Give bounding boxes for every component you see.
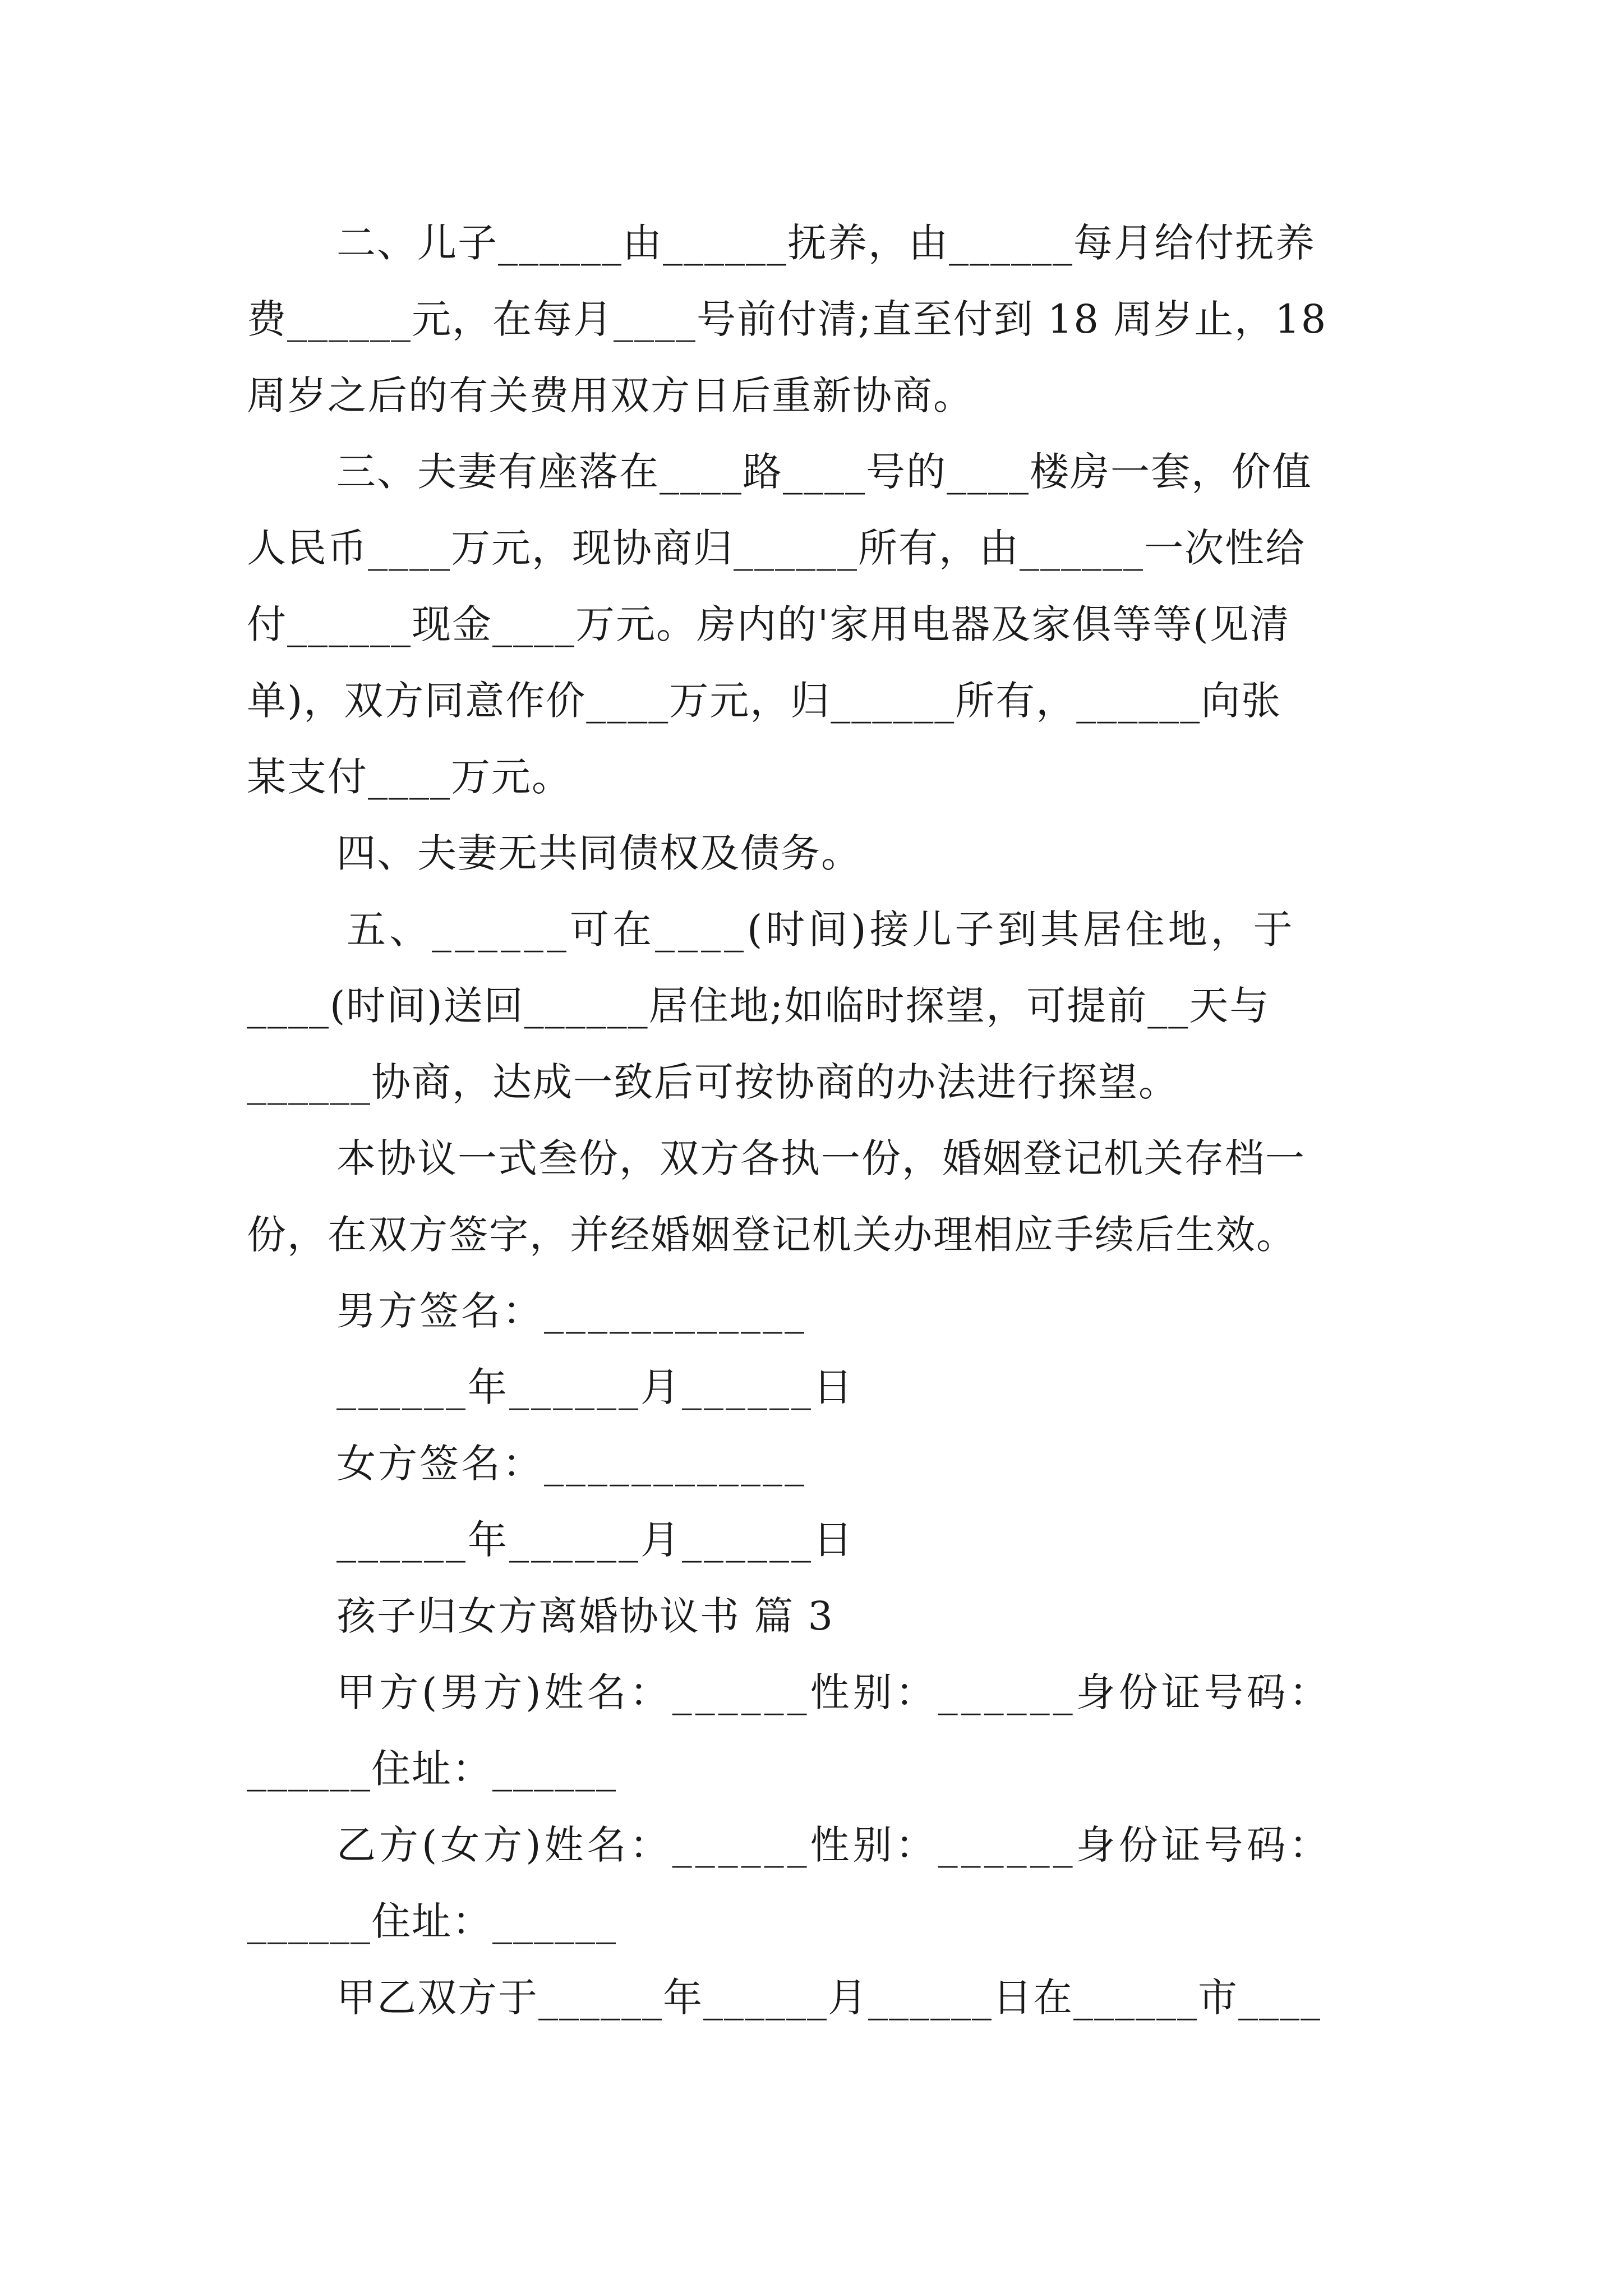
agreement-intro-line: 甲乙双方于______年______月______日在______市____ (336, 1975, 1321, 2021)
female-signature-date: ______年______月______日 (336, 1517, 855, 1563)
clause-5-line-1: 五、______可在____(时间)接儿子到其居住地，于 (347, 907, 1296, 953)
clause-2-line-3: 周岁之后的有关费用双方日后重新协商。 (247, 372, 974, 418)
party-b-line-1: 乙方(女方)姓名：______性别：______身份证号码： (336, 1822, 1332, 1868)
section-heading: 孩子归女方离婚协议书 篇 3 (336, 1593, 834, 1639)
party-b-line-2: ______住址：______ (247, 1898, 617, 1944)
male-signature-date: ______年______月______日 (336, 1364, 855, 1410)
clause-3-line-1: 三、夫妻有座落在____路____号的____楼房一套，价值 (336, 449, 1312, 495)
clause-3-line-2: 人民币____万元，现协商归______所有，由______一次性给 (247, 525, 1306, 571)
clause-4-line-1: 四、夫妻无共同债权及债务。 (336, 830, 861, 876)
clause-3-line-5: 某支付____万元。 (247, 754, 572, 800)
clause-5-line-2: ____(时间)送回______居住地;如临时探望，可提前__天与 (247, 983, 1270, 1029)
clause-3-line-3: 付______现金____万元。房内的'家用电器及家俱等等(见清 (247, 601, 1290, 647)
party-a-line-2: ______住址：______ (247, 1746, 617, 1792)
clause-3-line-4: 单)，双方同意作价____万元，归______所有，______向张 (247, 678, 1282, 724)
clause-2-line-2: 费______元，在每月____号前付清;直至付到 18 周岁止，18 (247, 296, 1327, 342)
closing-line-2: 份，在双方签字，并经婚姻登记机关办理相应手续后生效。 (247, 1212, 1297, 1258)
male-signature-line: 男方签名：____________ (336, 1288, 806, 1334)
female-signature-line: 女方签名：____________ (336, 1441, 806, 1487)
closing-line-1: 本协议一式叁份，双方各执一份，婚姻登记机关存档一 (336, 1135, 1306, 1181)
clause-2-line-1: 二、儿子______由______抚养，由______每月给付抚养 (336, 220, 1316, 266)
clause-5-line-3: ______协商，达成一致后可按协商的办法进行探望。 (247, 1059, 1179, 1105)
party-a-line-1: 甲方(男方)姓名：______性别：______身份证号码： (336, 1669, 1332, 1715)
